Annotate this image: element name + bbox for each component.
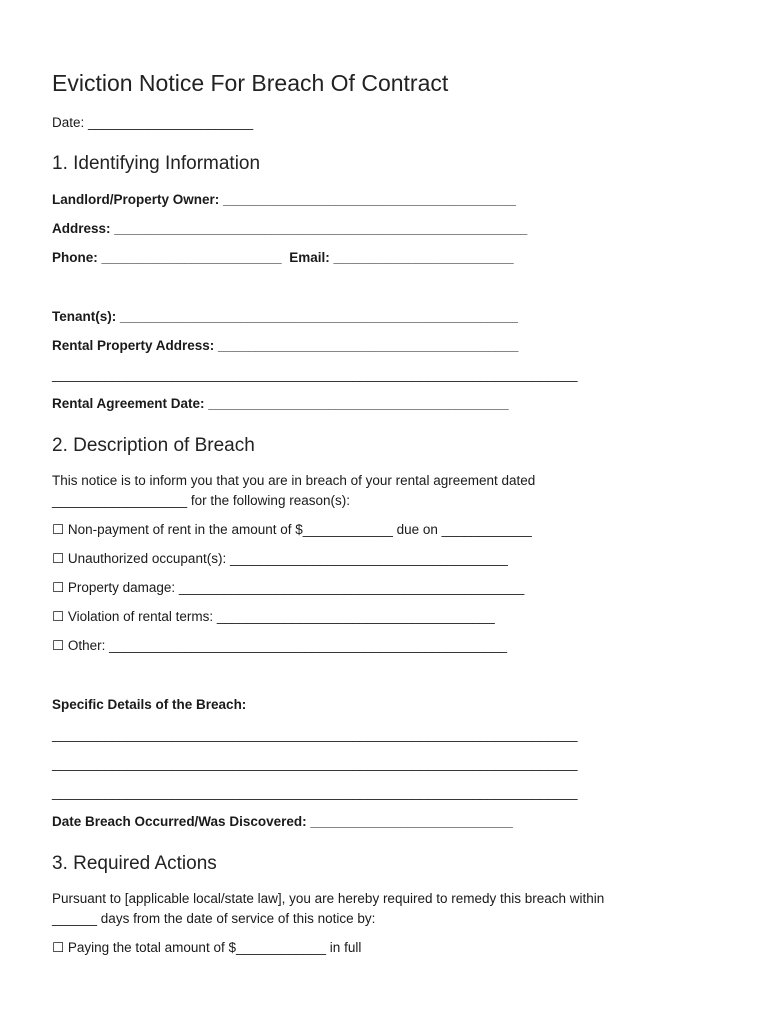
section-2-heading: 2. Description of Breach bbox=[52, 435, 255, 456]
option-violation: ☐ Violation of rental terms: _____________________________________ bbox=[52, 609, 495, 624]
address-field: Address: _______________________________________________________ bbox=[52, 221, 528, 236]
option-nonpayment: ☐ Non-payment of rent in the amount of $____________ due on ____________ bbox=[52, 522, 532, 537]
breach-intro-line-2: __________________ for the following reason(s): bbox=[52, 493, 350, 508]
option-other: ☐ Other: _____________________________________________________ bbox=[52, 638, 508, 653]
section-3-heading: 3. Required Actions bbox=[52, 853, 217, 874]
phone-email-field: Phone: ________________________ Email: ________________________ bbox=[52, 250, 514, 265]
agreement-date-field: Rental Agreement Date: ________________________________________ bbox=[52, 396, 509, 411]
breach-intro-line-1: This notice is to inform you that you are in breach of your rental agreement dated bbox=[52, 473, 536, 488]
date-line: Date: ______________________ bbox=[52, 115, 254, 130]
option-pay-total: ☐ Paying the total amount of $____________ in full bbox=[52, 940, 362, 955]
landlord-field: Landlord/Property Owner: _______________________________________ bbox=[52, 192, 516, 207]
actions-intro-line-2: ______ days from the date of service of this notice by: bbox=[52, 911, 376, 926]
details-label: Specific Details of the Breach: bbox=[52, 697, 247, 712]
section-1-heading: 1. Identifying Information bbox=[52, 153, 261, 174]
option-unauthorized-occupant: ☐ Unauthorized occupant(s): _____________________________________ bbox=[52, 551, 508, 566]
details-line: ______________________________________________________________________ bbox=[52, 756, 578, 771]
option-property-damage: ☐ Property damage: ______________________________________________ bbox=[52, 580, 525, 595]
details-line: ______________________________________________________________________ bbox=[52, 727, 578, 742]
rental-address-field: Rental Property Address: ________________________________________ bbox=[52, 338, 519, 353]
rental-address-continuation: ______________________________________________________________________ bbox=[52, 367, 578, 382]
date-occurred-field: Date Breach Occurred/Was Discovered: ___________________________ bbox=[52, 814, 514, 829]
details-line: ______________________________________________________________________ bbox=[52, 785, 578, 800]
actions-intro-line-1: Pursuant to [applicable local/state law], you are hereby required to remedy this breach within bbox=[52, 891, 605, 906]
document-title: Eviction Notice For Breach Of Contract bbox=[52, 70, 449, 96]
tenants-field: Tenant(s): _____________________________________________________ bbox=[52, 309, 518, 324]
